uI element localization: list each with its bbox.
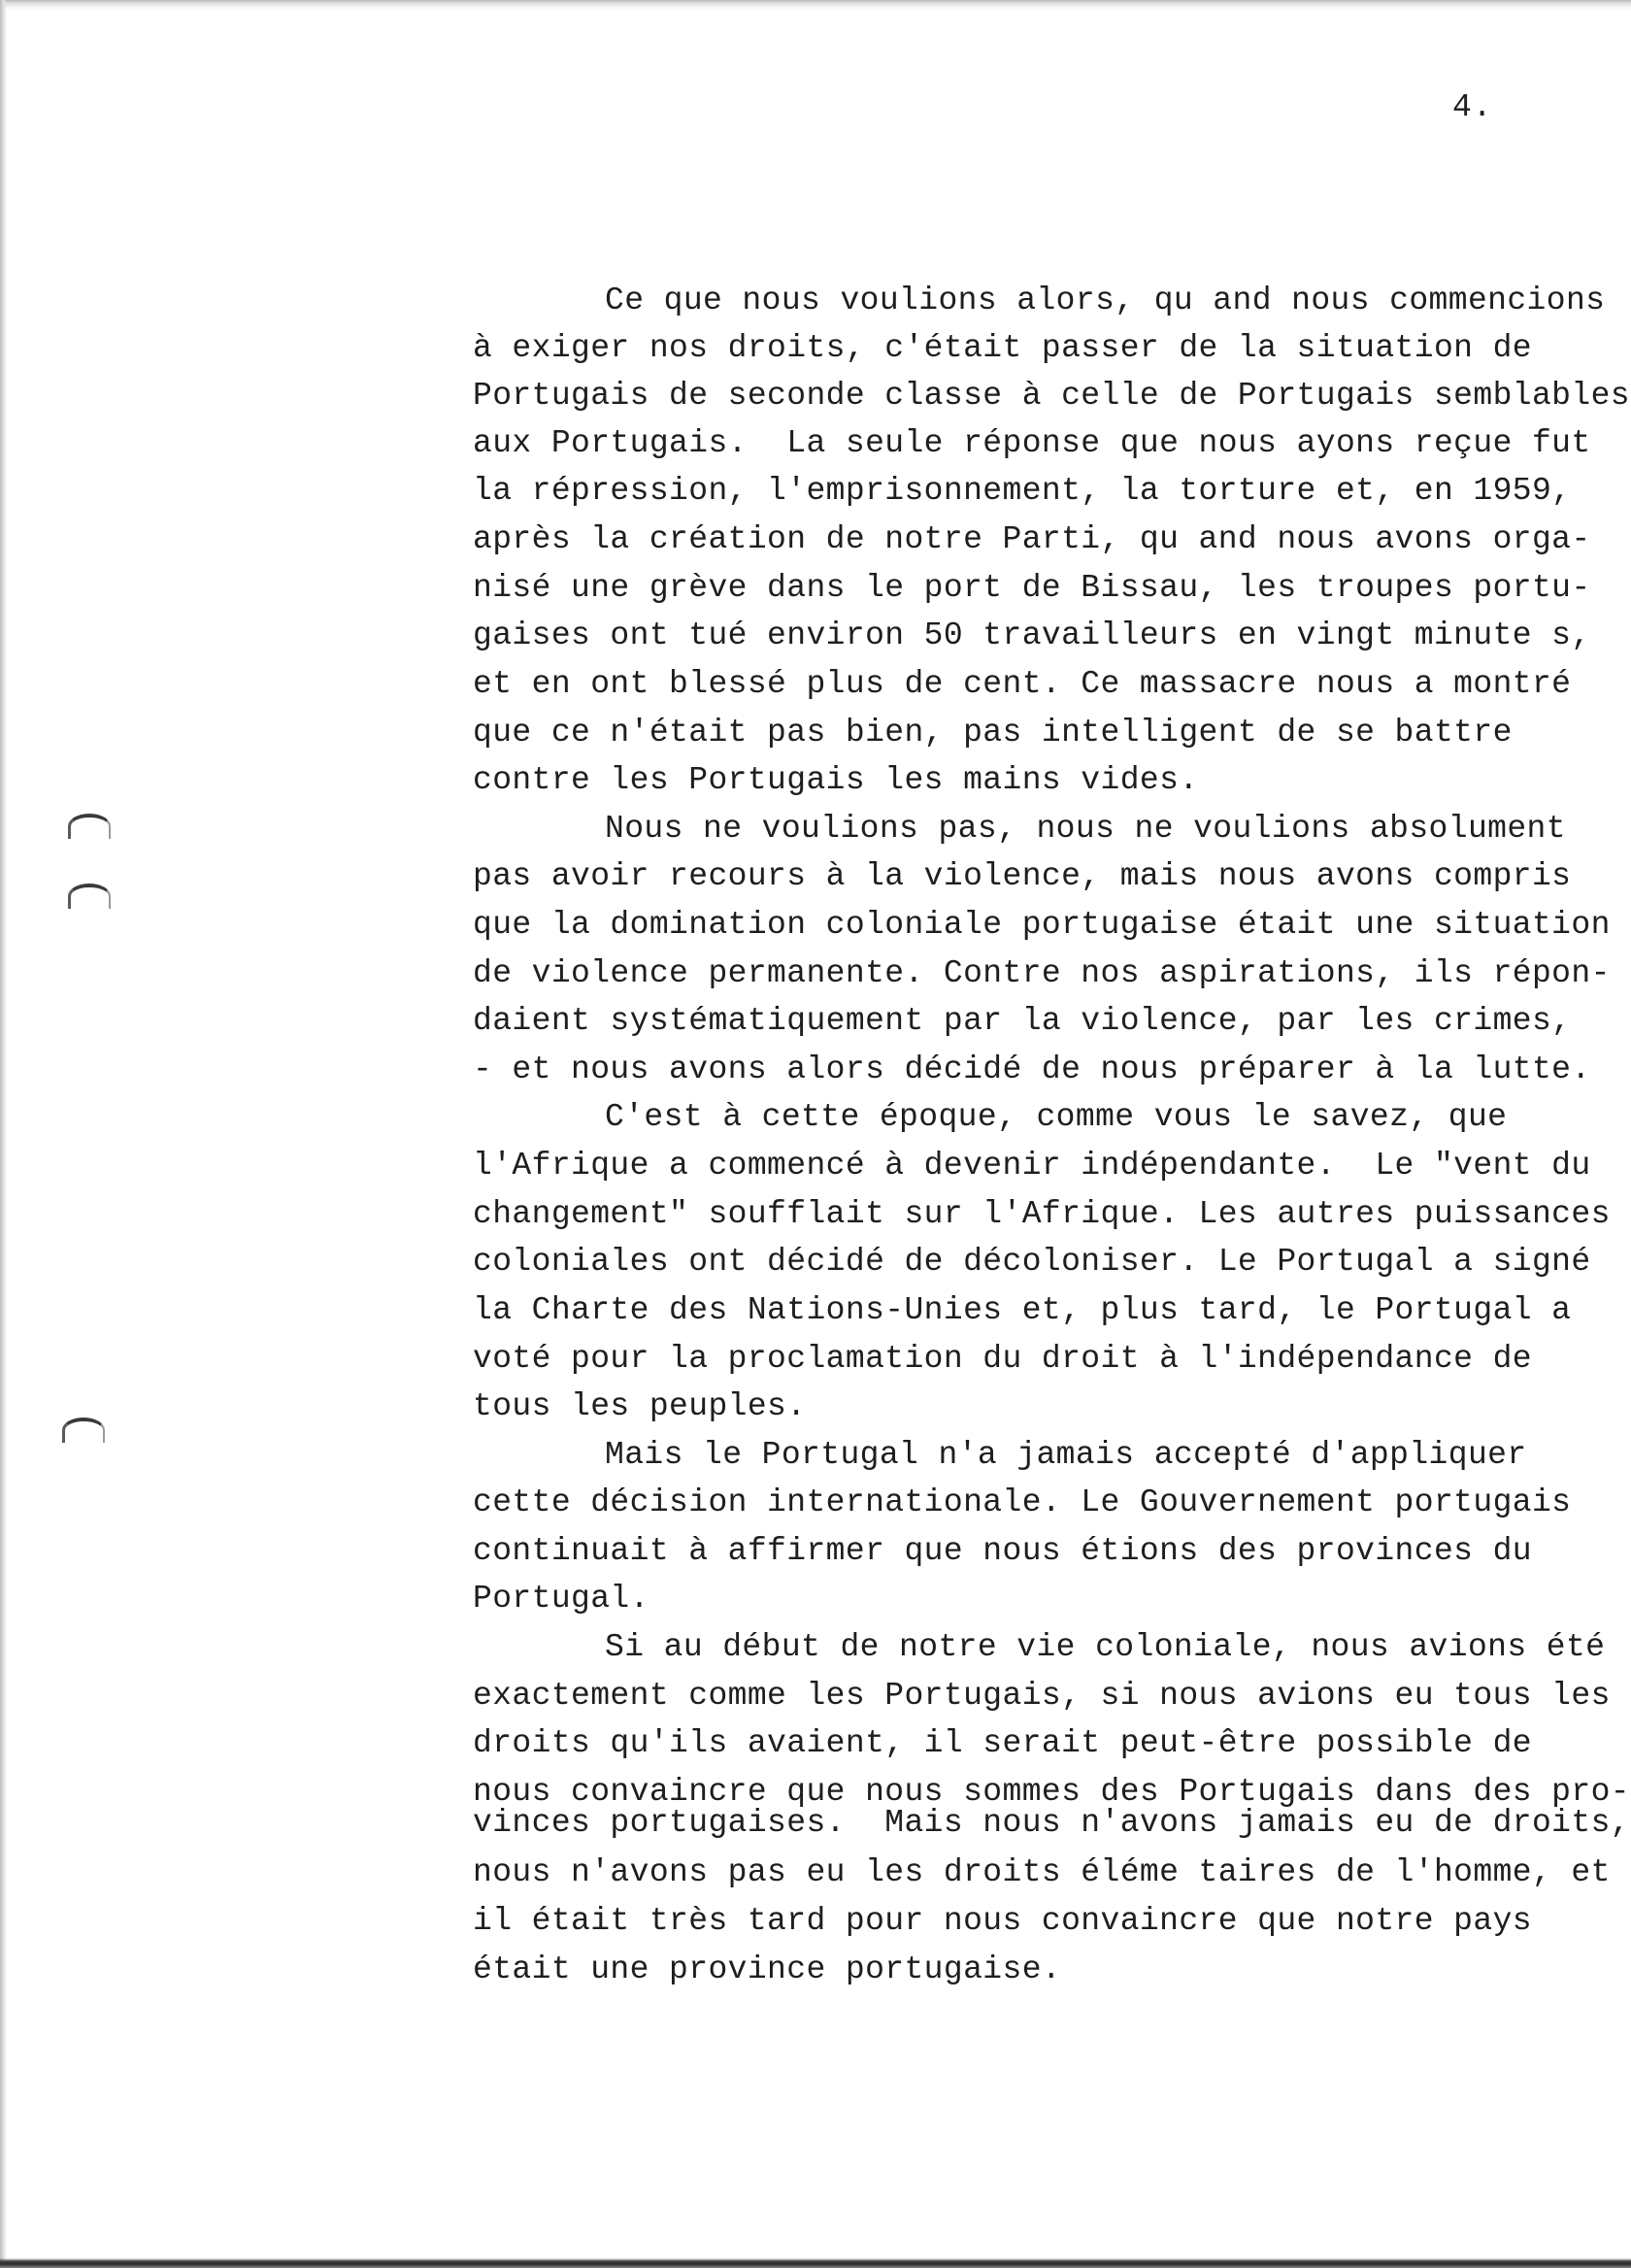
page-number: 4.	[1452, 89, 1493, 125]
text-line: droits qu'ils avaient, il serait peut-être possible de	[473, 1725, 1532, 1761]
text-line: Mais le Portugal n'a jamais accepté d'appliquer	[605, 1437, 1527, 1473]
text-line: - et nous avons alors décidé de nous préparer à la lutte.	[473, 1051, 1591, 1087]
text-line: Si au début de notre vie coloniale, nous avions été	[605, 1629, 1606, 1665]
text-line: que ce n'était pas bien, pas intelligent de se battre	[473, 715, 1513, 750]
text-line: nous n'avons pas eu les droits éléme taires de l'homme, et	[473, 1854, 1611, 1890]
text-line: nisé une grève dans le port de Bissau, les troupes portu-	[473, 570, 1591, 606]
punch-hole-icon	[68, 814, 111, 839]
text-line: la Charte des Nations-Unies et, plus tard, le Portugal a	[473, 1292, 1572, 1328]
text-line: la répression, l'emprisonnement, la torture et, en 1959,	[473, 473, 1572, 509]
text-line: coloniales ont décidé de décoloniser. Le Portugal a signé	[473, 1244, 1591, 1280]
scan-top-edge	[0, 0, 1631, 10]
text-line: l'Afrique a commencé à devenir indépendante. Le "vent du	[473, 1148, 1591, 1184]
text-line: vinces portugaises. Mais nous n'avons jamais eu de droits,	[473, 1805, 1630, 1841]
text-line: aux Portugais. La seule réponse que nous ayons reçue fut	[473, 425, 1591, 461]
text-line: continuait à affirmer que nous étions des provinces du	[473, 1533, 1532, 1569]
text-line: il était très tard pour nous convaincre que notre pays	[473, 1903, 1532, 1939]
text-line: C'est à cette époque, comme vous le savez, que	[605, 1099, 1508, 1135]
text-line: gaises ont tué environ 50 travailleurs en vingt minute s,	[473, 617, 1591, 653]
text-line: exactement comme les Portugais, si nous avions eu tous les	[473, 1678, 1611, 1714]
text-line: nous convaincre que nous sommes des Portugais dans des pro-	[473, 1774, 1630, 1810]
text-line: était une province portugaise.	[473, 1951, 1062, 1987]
text-line: à exiger nos droits, c'était passer de la situation de	[473, 330, 1532, 366]
scan-bottom-edge	[0, 2258, 1631, 2268]
text-line: daient systématiquement par la violence, par les crimes,	[473, 1003, 1572, 1039]
text-line: voté pour la proclamation du droit à l'indépendance de	[473, 1341, 1532, 1377]
text-line: et en ont blessé plus de cent. Ce massacre nous a montré	[473, 666, 1572, 702]
text-line: Portugal.	[473, 1581, 649, 1617]
text-line: contre les Portugais les mains vides.	[473, 762, 1199, 798]
text-line: Portugais de seconde classe à celle de Portugais semblables	[473, 378, 1630, 414]
text-line: que la domination coloniale portugaise était une situation	[473, 907, 1611, 943]
text-line: pas avoir recours à la violence, mais nous avons compris	[473, 858, 1572, 894]
text-line: changement" soufflait sur l'Afrique. Les autres puissances	[473, 1196, 1611, 1232]
text-line: de violence permanente. Contre nos aspirations, ils répon-	[473, 955, 1611, 991]
text-line: cette décision internationale. Le Gouvernement portugais	[473, 1484, 1572, 1520]
scan-left-edge	[0, 0, 7, 2268]
punch-hole-icon	[62, 1418, 105, 1443]
punch-hole-icon	[68, 884, 111, 909]
text-line: tous les peuples.	[473, 1388, 807, 1424]
text-line: après la création de notre Parti, qu and nous avons orga-	[473, 521, 1591, 557]
text-line: Nous ne voulions pas, nous ne voulions absolument	[605, 811, 1566, 847]
text-line: Ce que nous voulions alors, qu and nous commencions	[605, 283, 1606, 318]
